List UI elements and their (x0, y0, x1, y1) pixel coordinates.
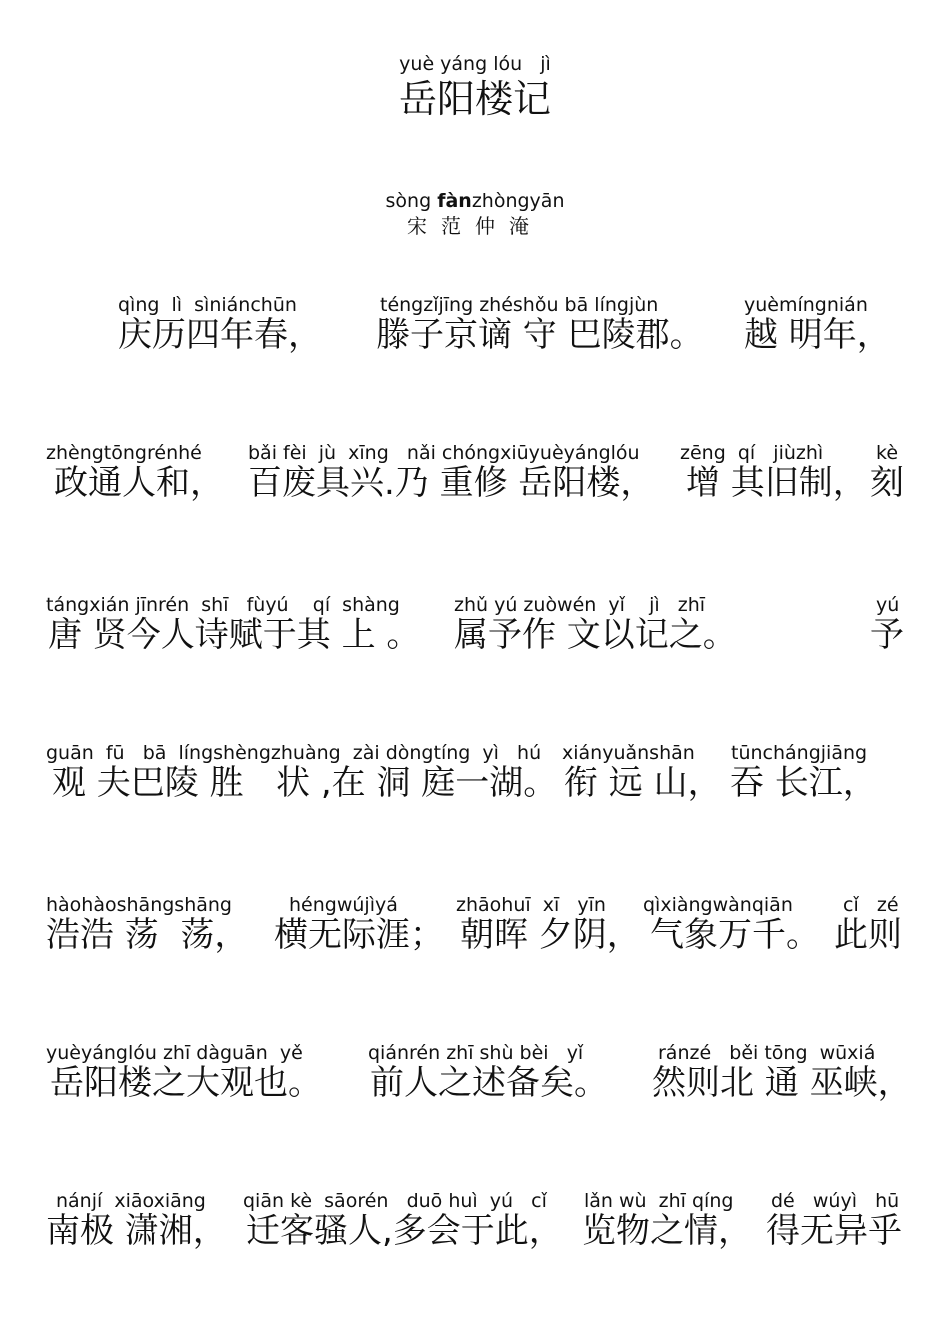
text-segment: 衔 远 山， (564, 763, 722, 803)
pinyin-segment: qiān kè sāorén duō huì yú cǐ (243, 1190, 547, 1212)
pinyin-segment: ránzé běi tōng wūxiá (658, 1042, 876, 1064)
text-segment: 属予作 文以记之。 (454, 615, 737, 655)
author-pinyin-post: zhòngyān (471, 190, 565, 212)
pinyin-segment: yuèmíngnián (744, 294, 868, 316)
text-segment: 横无际涯； (274, 915, 444, 955)
pinyin-segment: qiánrén zhī shù bèi yǐ (368, 1042, 584, 1064)
pinyin-segment: tángxián jīnrén shī fùyú qí shàng (46, 594, 400, 616)
text-segment: 予 (870, 615, 904, 655)
author-pinyin-bold: fàn (437, 190, 472, 212)
pinyin-segment: guān fū bā língshèngzhuàng zài dòngtíng yì hú (46, 742, 542, 764)
text-segment: 岳阳楼之大观也。 (50, 1063, 322, 1103)
page-title: 岳阳楼记 (398, 77, 551, 121)
pinyin-segment: yú (876, 594, 900, 616)
text-segment: 迁客骚人,多会于此， (246, 1211, 563, 1251)
text-segment: 百废具兴.乃 重修 岳阳楼， (248, 463, 655, 503)
pinyin-segment: hàohàoshāngshāng (46, 894, 232, 916)
pinyin-segment: tūnchángjiāng (731, 742, 868, 764)
text-segment: 浩浩 荡 荡， (46, 915, 249, 955)
text-segment: 越 明年， (744, 315, 891, 355)
pinyin-segment: zēng qí jiùzhì (680, 442, 824, 464)
pinyin-segment: nánjí xiāoxiāng (56, 1190, 206, 1212)
text-segment: 朝晖 夕阴， (460, 915, 641, 955)
text-segment: 观 夫巴陵 胜 状 ,在 洞 庭一湖。 (52, 763, 558, 803)
text-segment: 政通人和， (54, 463, 224, 503)
pinyin-segment: qìng lì sìniánchūn (118, 294, 297, 316)
pinyin-segment: xiányuǎnshān (562, 742, 695, 764)
pinyin-segment: héngwújìyá (289, 894, 398, 916)
text-segment: 刻 (870, 463, 904, 503)
pinyin-segment: zhāohuī xī yīn (456, 894, 606, 916)
text-segment: 滕子京谪 守 巴陵郡。 (376, 315, 704, 355)
pinyin-segment: qìxiàngwànqiān (643, 894, 793, 916)
text-segment: 此则 (834, 915, 902, 955)
pinyin-segment: zhèngtōngrénhé (46, 442, 202, 464)
text-segment: 吞 长江， (730, 763, 877, 803)
pinyin-segment: dé wúyì hū (771, 1190, 900, 1212)
author-name: 宋范仲淹 (407, 214, 543, 238)
pinyin-segment: lǎn wù zhī qíng (584, 1190, 734, 1212)
text-segment: 庆历四年春， (118, 315, 322, 355)
text-segment: 增 其旧制， (686, 463, 867, 503)
text-segment: 然则北 通 巫峡， (652, 1063, 912, 1103)
text-segment: 览物之情， (582, 1211, 752, 1251)
pinyin-segment: zhǔ yú zuòwén yǐ jì zhī (454, 594, 706, 616)
author-pinyin (0, 192, 950, 211)
author-pinyin-pre: sòng (385, 190, 438, 212)
pinyin-segment: cǐ zé (843, 894, 899, 916)
title-pinyin: yuè yáng lóu jì (399, 53, 551, 75)
pinyin-segment: téngzǐjīng zhéshǒu bā língjùn (380, 294, 659, 316)
text-segment: 前人之述备矣。 (370, 1063, 608, 1103)
pinyin-segment: bǎi fèi jù xīng nǎi chóngxiūyuèyánglóu (248, 442, 640, 464)
text-segment: 气象万千。 (650, 915, 820, 955)
text-segment: 得无异乎 (766, 1211, 902, 1251)
text-segment: 唐 贤今人诗赋于其 上 。 (48, 615, 421, 655)
text-segment: 南极 潇湘， (46, 1211, 227, 1251)
pinyin-segment: kè (876, 442, 899, 464)
pinyin-segment: yuèyánglóu zhī dàguān yě (46, 1042, 303, 1064)
